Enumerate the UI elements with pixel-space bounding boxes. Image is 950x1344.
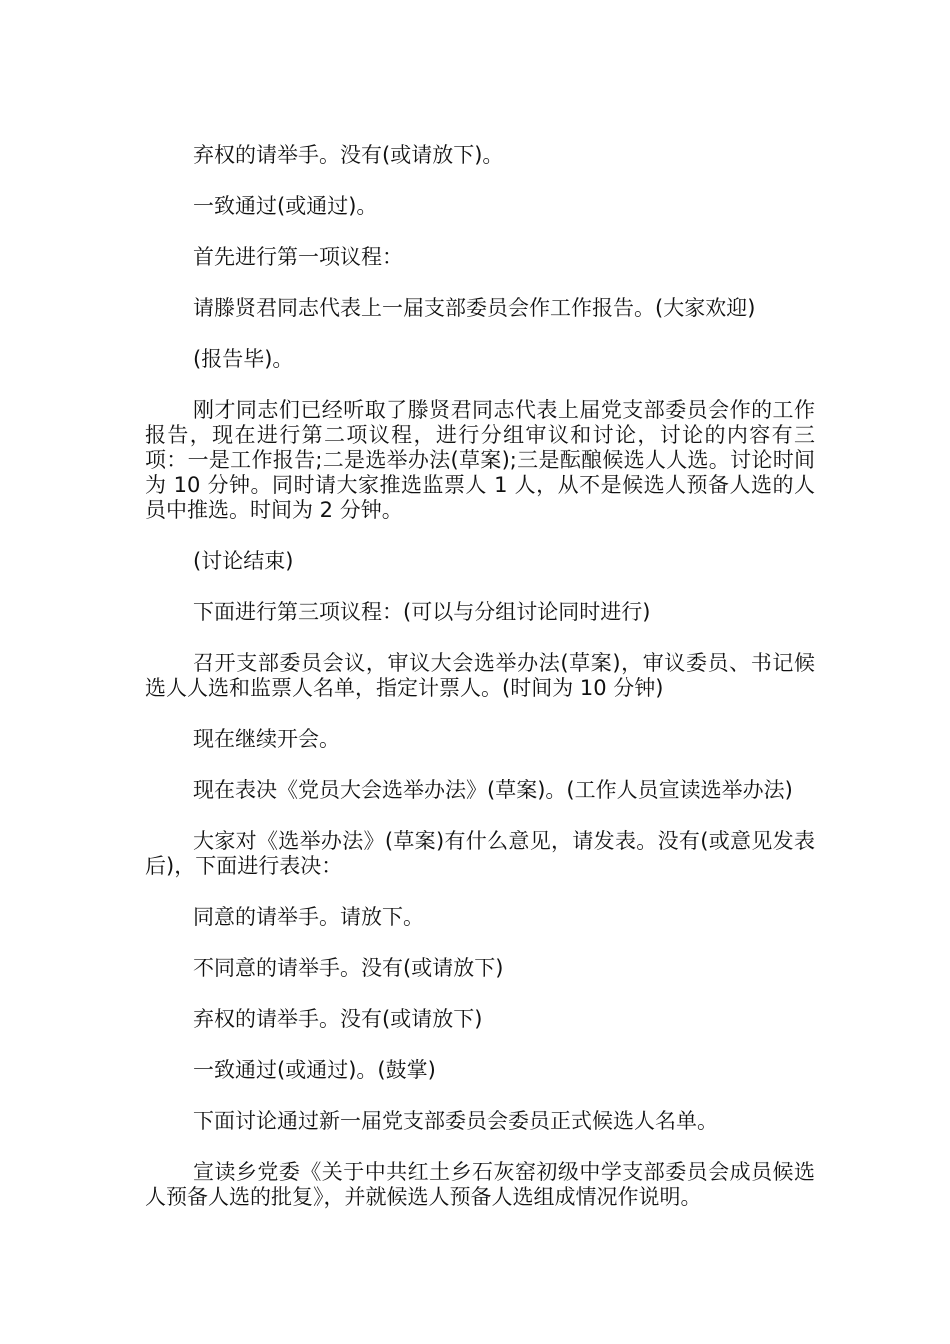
document-body xyxy=(145,143,815,1236)
paragraph: 刚才同志们已经听取了滕贤君同志代表上届党支部委员会作的工作报告，现在进行第二项议程，进行分组审议和讨论，讨论的内容有三项：一是工作报告;二是选举办法(草案);三是酝酿候选人人选。讨论时间为 10 分钟。同时请大家推选监票人 1 人，从不是候选人预备人选的人员中推选。时间为 2 分钟。 xyxy=(145,398,815,522)
paragraph: 不同意的请举手。没有(或请放下) xyxy=(193,956,504,980)
paragraph: 下面讨论通过新一届党支部委员会委员正式候选人名单。 xyxy=(193,1109,718,1133)
paragraph: 现在表决《党员大会选举办法》(草案)。(工作人员宣读选举办法) xyxy=(193,778,793,802)
paragraph: (讨论结束) xyxy=(193,549,294,573)
paragraph: 弃权的请举手。没有(或请放下)。 xyxy=(193,143,504,167)
paragraph: 下面进行第三项议程：(可以与分组讨论同时进行) xyxy=(193,600,651,624)
paragraph: 宣读乡党委《关于中共红土乡石灰窑初级中学支部委员会成员候选人预备人选的批复》，并就候选人预备人选组成情况作说明。 xyxy=(145,1160,815,1209)
paragraph: 首先进行第一项议程： xyxy=(193,245,403,269)
paragraph: 请滕贤君同志代表上一届支部委员会作工作报告。(大家欢迎) xyxy=(193,296,756,320)
paragraph: 同意的请举手。请放下。 xyxy=(193,905,424,929)
paragraph: 现在继续开会。 xyxy=(193,727,340,751)
paragraph: 弃权的请举手。没有(或请放下) xyxy=(193,1007,483,1031)
paragraph: 一致通过(或通过)。 xyxy=(193,194,378,218)
paragraph: 一致通过(或通过)。(鼓掌) xyxy=(193,1058,436,1082)
paragraph: 召开支部委员会议，审议大会选举办法(草案)，审议委员、书记候选人人选和监票人名单，指定计票人。(时间为 10 分钟) xyxy=(145,651,815,700)
paragraph: 大家对《选举办法》(草案)有什么意见，请发表。没有(或意见发表后)，下面进行表决： xyxy=(145,829,815,878)
paragraph: (报告毕)。 xyxy=(193,347,294,371)
